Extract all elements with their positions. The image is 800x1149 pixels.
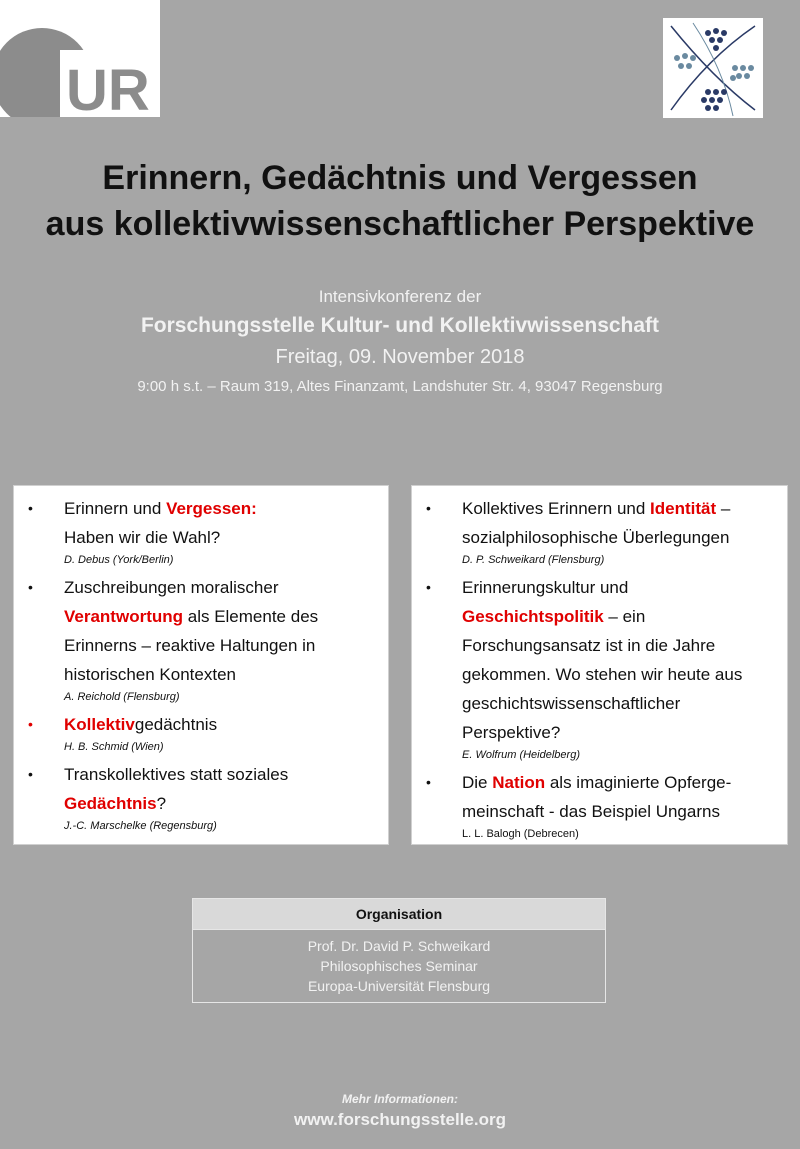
- talk-item: [14, 573, 388, 706]
- talk-item: [412, 573, 787, 764]
- organiser-name: Prof. Dr. David P. Schweikard: [307, 938, 491, 954]
- bullet-icon: •: [28, 579, 33, 595]
- bullet-icon: •: [28, 716, 33, 732]
- conference-title-line2: aus kollektivwissenschaftlicher Perspektive: [45, 205, 755, 243]
- talk-item: [14, 710, 388, 756]
- talk-item: [412, 494, 787, 569]
- logo-text: UR: [66, 58, 150, 117]
- forschungsstelle-logo: [663, 18, 763, 118]
- bullet-icon: •: [28, 766, 33, 782]
- talk-speaker: E. Wolfrum (Heidelberg): [462, 749, 580, 761]
- organiser-department: Philosophisches Seminar: [320, 958, 478, 974]
- website-link[interactable]: www.forschungsstelle.org: [294, 1110, 506, 1129]
- conference-type: Intensivkonferenz der: [318, 287, 482, 306]
- talk-speaker: H. B. Schmid (Wien): [64, 741, 164, 753]
- talk-speaker: A. Reichold (Flensburg): [64, 691, 180, 703]
- conference-title-line1: Erinnern, Gedächtnis und Vergessen: [102, 159, 698, 197]
- bullet-icon: •: [426, 500, 431, 516]
- program-box-right: [411, 485, 788, 845]
- program-box-left: [13, 485, 389, 845]
- organizer-name: Forschungsstelle Kultur- und Kollektivwissenschaft: [140, 314, 660, 337]
- talk-speaker: D. Debus (York/Berlin): [64, 554, 174, 566]
- more-info-label: Mehr Informationen:: [342, 1092, 458, 1106]
- talk-speaker: J.-C. Marschelke (Regensburg): [64, 820, 217, 832]
- conference-venue: 9:00 h s.t. – Raum 319, Altes Finanzamt, Landshuter Str. 4, 93047 Regensburg: [137, 378, 663, 395]
- talk-title: Erinnerungskultur und Geschichtspolitik – ein Forschungsansatz ist in die Jahre gekommen. Wo stehen wir heute aus geschichtswissenschaftlicher Perspektive?: [462, 578, 743, 742]
- talk-title: Zuschreibungen moralischer Verantwortung als Elemente des Erinnerns – reaktive Haltungen in historischen Kontexten: [64, 578, 319, 684]
- organiser-university: Europa-Universität Flensburg: [307, 978, 491, 994]
- talk-item: [412, 768, 787, 843]
- bullet-icon: •: [426, 774, 431, 790]
- talk-item: [14, 494, 388, 569]
- bullet-icon: •: [426, 579, 431, 595]
- bullet-icon: •: [28, 500, 33, 516]
- talk-title: Kollektivgedächtnis: [64, 715, 218, 734]
- talk-speaker: D. P. Schweikard (Flensburg): [462, 554, 605, 566]
- organisation-box: [192, 898, 606, 1003]
- university-logo: [0, 0, 160, 117]
- talk-item: [14, 760, 388, 835]
- talk-speaker: L. L. Balogh (Debrecen): [462, 828, 579, 840]
- talk-title: Transkollektives statt soziales Gedächtnis?: [64, 765, 289, 813]
- talk-title: Kollektives Erinnern und Identität – sozialphilosophische Überlegungen: [462, 499, 731, 547]
- talk-title: Erinnern und Vergessen: Haben wir die Wahl?: [64, 499, 257, 547]
- organisation-heading: Organisation: [193, 899, 605, 930]
- talk-title: Die Nation als imaginierte Opferge-meinschaft - das Beispiel Ungarns: [462, 773, 732, 821]
- conference-date: Freitag, 09. November 2018: [275, 346, 525, 368]
